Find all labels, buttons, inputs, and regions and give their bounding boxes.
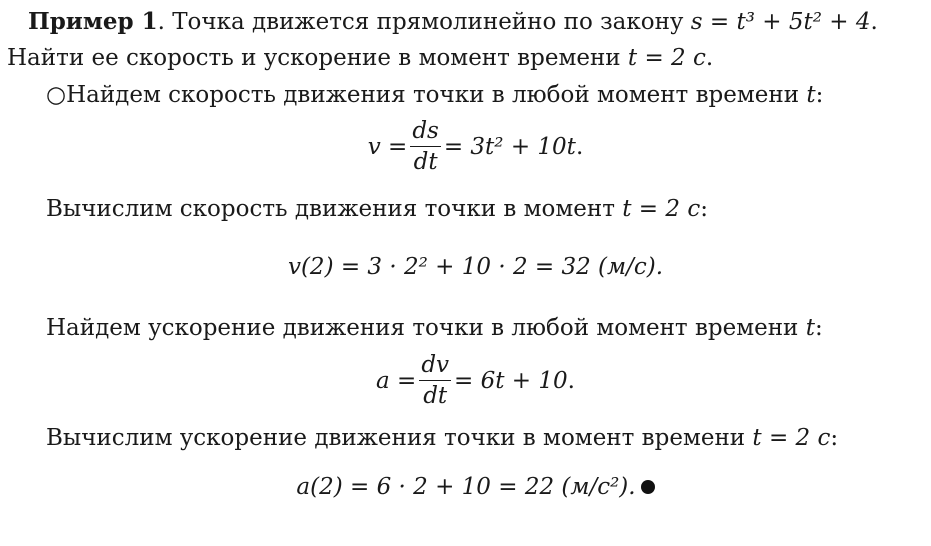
acceleration-fraction [419,352,451,409]
acceleration-rhs: = 6t + 10 [454,367,568,394]
velocity-calc-text: Вычислим скорость движения точки в момент [46,196,623,222]
example-text: . Точка движется прямолинейно по закону [157,9,691,35]
formula-end: . [567,367,575,394]
velocity-formula [0,118,931,175]
time-var: t [806,82,816,108]
example-title: Пример 1 [28,8,158,35]
fraction-numerator: dv [419,352,451,381]
velocity-result [0,254,931,280]
line-end: : [830,425,839,451]
fraction-numerator: ds [410,118,441,147]
formula-end: . [575,133,584,160]
line-end: : [815,82,824,108]
acceleration-formula [0,352,931,409]
time-value: t = 2 с [622,196,701,222]
task-line [7,44,713,72]
acceleration-result [0,474,931,500]
acceleration-calc-text: Вычислим ускорение движения точки в момент времени [46,425,753,451]
acceleration-result-text: a(2) = 6 · 2 + 10 = 22 (м/с²). [296,474,636,500]
open-circle-icon: ○ [46,82,67,108]
fraction-denominator: dt [413,149,438,175]
velocity-rhs: = 3t² + 10t [443,133,576,160]
line-end: . [705,45,714,71]
solution-text: Найдем скорость движения точки в любой момент времени [66,82,807,108]
acceleration-text: Найдем ускорение движения точки в любой момент времени [46,315,806,341]
end-of-proof-icon [641,480,655,494]
velocity-result-text: v(2) = 3 · 2² + 10 · 2 = 32 (м/с). [287,254,664,280]
solution-start-line [46,81,823,109]
acceleration-calc-line [46,424,838,452]
line-end: : [700,196,708,222]
acceleration-lhs: a = [376,367,417,394]
task-text: Найти ее скорость и ускорение в момент времени [7,45,628,71]
example-heading-line [28,8,878,36]
line-end: . [870,9,878,35]
acceleration-start-line [46,314,823,342]
time-value: t = 2 с [752,425,831,451]
motion-law: s = t³ + 5t² + 4 [690,9,871,35]
velocity-calc-line [46,195,708,223]
line-end: : [814,315,823,341]
velocity-fraction [410,118,441,175]
time-value: t = 2 с [627,45,706,71]
time-var: t [805,315,815,341]
fraction-denominator: dt [423,383,448,409]
velocity-lhs: v = [367,133,408,160]
